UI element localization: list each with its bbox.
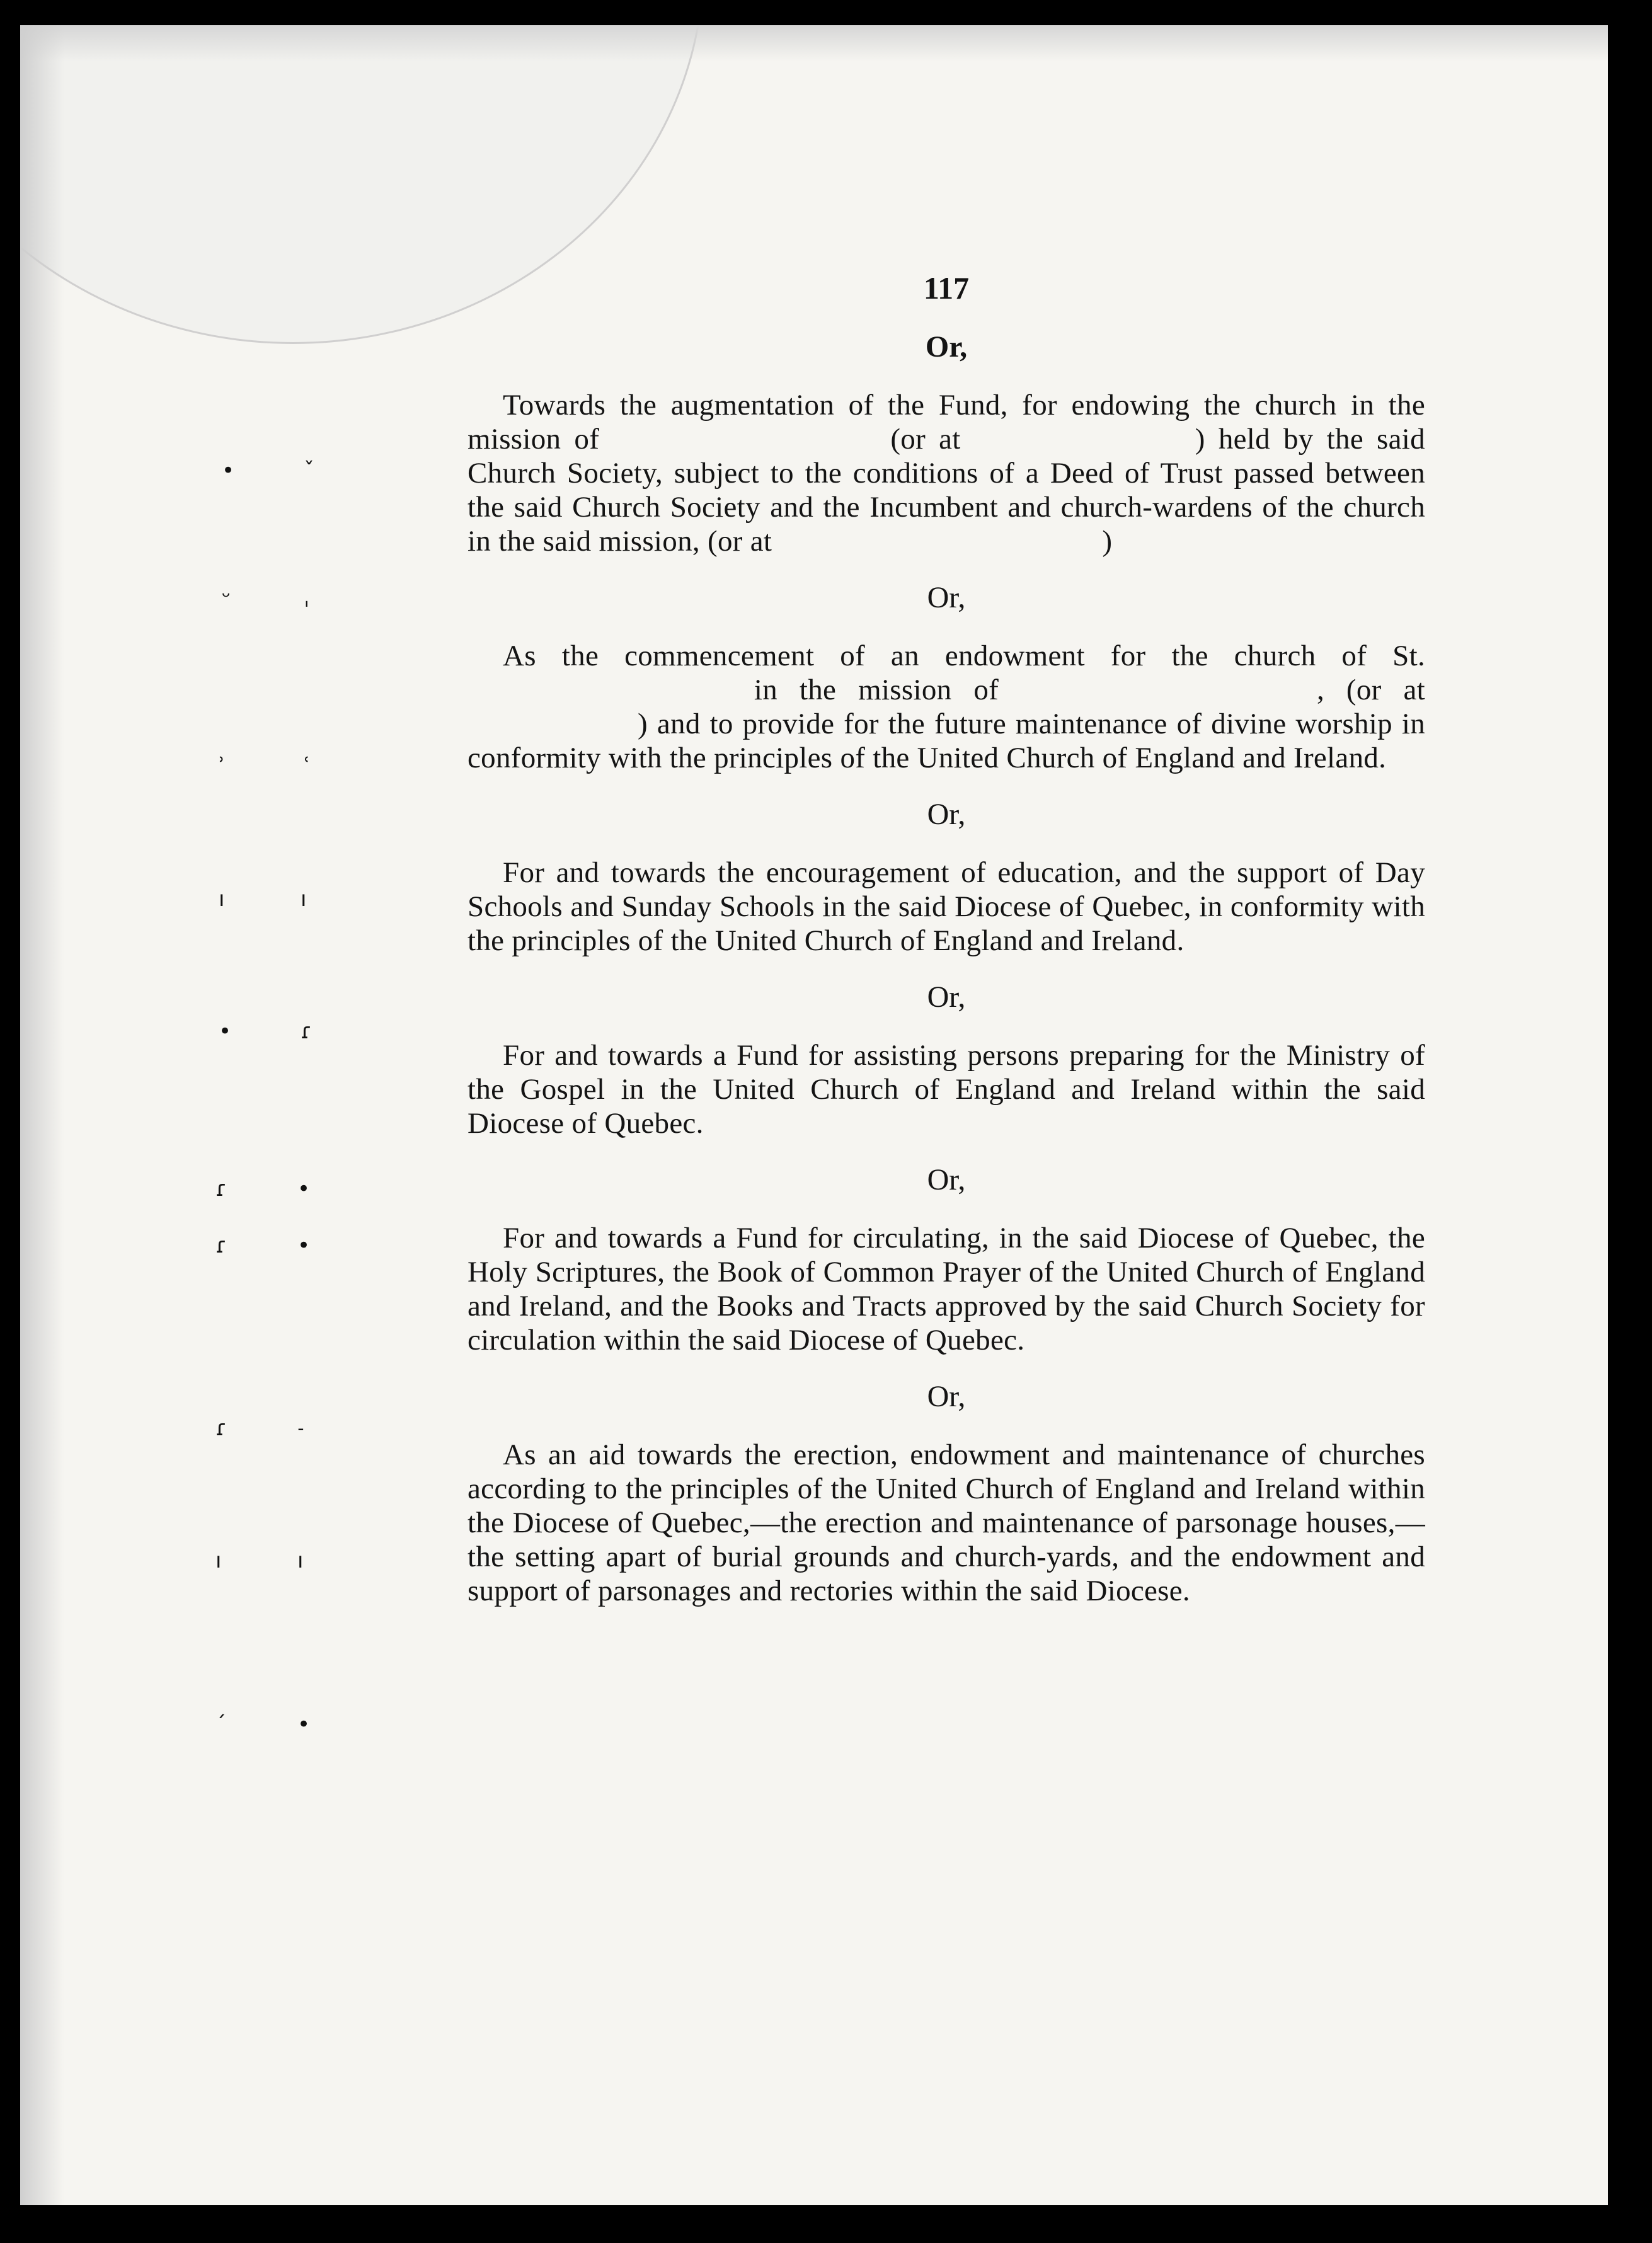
binding-mark: ɾ xyxy=(215,1176,227,1202)
paragraph-text: ) and to provide for the future maintenance of divine worship in conformity with the principles of the United Church of England and Ireland. xyxy=(467,708,1425,774)
or-heading: Or, xyxy=(927,980,966,1014)
binding-mark: ˊ xyxy=(215,1712,226,1737)
binding-mark: ı xyxy=(215,1548,222,1573)
document-body xyxy=(467,271,1425,1608)
page-number: 117 xyxy=(923,270,970,306)
paragraph-endowment-church xyxy=(467,639,1425,775)
paragraph-text: As the commencement of an endowment for the church of St. xyxy=(503,640,1425,672)
binding-mark: ı xyxy=(297,1548,304,1573)
or-heading: Or, xyxy=(927,1380,966,1413)
document-page xyxy=(20,25,1608,2205)
paragraph-education: For and towards the encouragement of education, and the support of Day Schools and Sunday Schools in the said Diocese of Quebec, in conformity with the principles of the United Church of England and Ireland. xyxy=(467,856,1425,957)
binding-mark: ˇ xyxy=(304,458,314,483)
binding-mark: ɾ xyxy=(215,1233,227,1258)
paragraph-ministry-fund: For and towards a Fund for assisting persons preparing for the Ministry of the Gospel in the United Church of England and Ireland within the said Diocese of Quebec. xyxy=(467,1039,1425,1140)
margin-binding-marks xyxy=(197,25,348,2205)
paragraph-text: ) xyxy=(1102,525,1113,558)
binding-mark: ᵕ xyxy=(222,584,231,609)
binding-mark: • xyxy=(219,1019,232,1044)
binding-mark: ˗ xyxy=(297,1416,304,1441)
binding-mark: ı xyxy=(301,886,307,912)
paragraph-churches-aid: As an aid towards the erection, endowment and maintenance of churches according to the principles of the United Church of England and Ireland within the Diocese of Quebec,—the erection and maintenance of parsonage houses,—the setting apart of burial grounds and church-yards, and the endowment and support of parsonages and rectories within the said Diocese. xyxy=(467,1438,1425,1607)
paragraph-text: in the mission of xyxy=(754,674,999,706)
binding-mark: ˌ xyxy=(304,584,310,609)
or-heading: Or, xyxy=(927,1163,966,1196)
binding-mark: • xyxy=(297,1176,311,1202)
paragraph-text: (or at xyxy=(1346,674,1425,706)
paragraph-text: Towards the augmentation of the Fund, for endowing the church in the mission of xyxy=(467,389,1425,456)
binding-mark: • xyxy=(222,458,235,483)
paragraph-text: , xyxy=(1316,674,1325,706)
or-heading: Or, xyxy=(925,330,968,364)
binding-mark: ˓ xyxy=(304,748,311,773)
or-heading: Or, xyxy=(927,581,966,614)
page-left-shadow xyxy=(20,25,64,2205)
binding-mark: ı xyxy=(219,886,225,912)
binding-mark: • xyxy=(297,1712,311,1737)
binding-mark: ˒ xyxy=(219,748,226,773)
paragraph-text: ) held by the said Church Society, subject to the conditions of a Deed of Trust passed between the said Church Society and the Incumbent and church-wardens of the church in the said mission, (or at xyxy=(467,423,1425,558)
or-heading: Or, xyxy=(927,798,966,831)
paragraph-fund-endowing xyxy=(467,388,1425,558)
binding-mark: ɾ xyxy=(301,1019,313,1044)
paragraph-scriptures-fund: For and towards a Fund for circulating, in the said Diocese of Quebec, the Holy Scriptures, the Book of Common Prayer of the United Church of England and Ireland, and the Books and Tracts approved by the said Church Society for circulation within the said Diocese of Quebec. xyxy=(467,1222,1425,1357)
binding-mark: ɾ xyxy=(215,1416,227,1441)
paragraph-text: (or at xyxy=(890,423,961,456)
binding-mark: • xyxy=(297,1233,311,1258)
